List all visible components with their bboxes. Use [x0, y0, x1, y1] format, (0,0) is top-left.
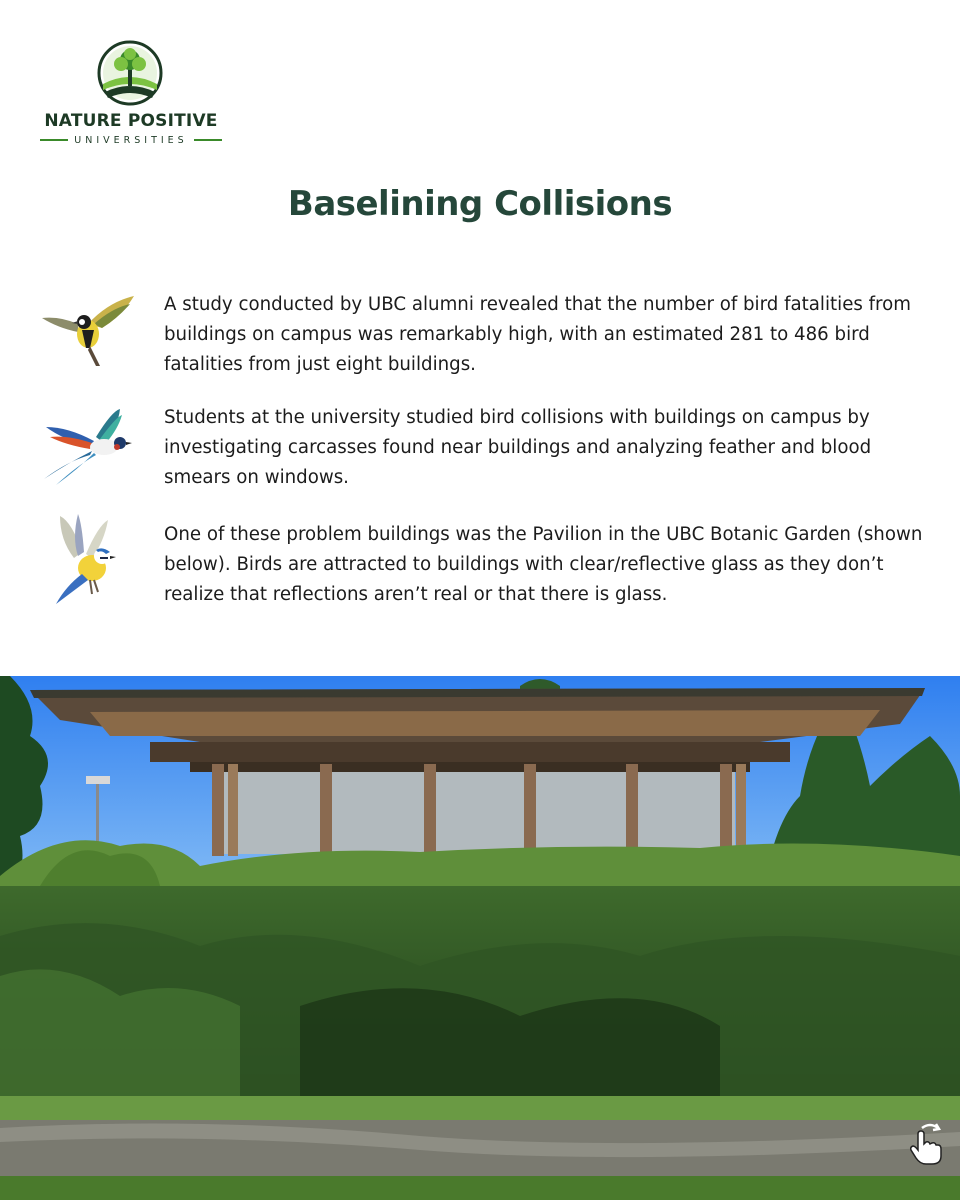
divider: [194, 139, 222, 141]
pavilion-illustration: [0, 676, 960, 1200]
blue-tit-bird-icon: [38, 512, 138, 608]
divider: [40, 139, 68, 141]
pavilion-photo: [0, 676, 960, 1200]
paragraph-text: One of these problem buildings was the Pavilion in the UBC Botanic Garden (shown below). Birds are attracted to buildings with clear/reflective glass as they don’t realize that reflections aren’t real or that there is glass.: [164, 524, 923, 605]
paragraph-text: A study conducted by UBC alumni revealed that the number of bird fatalities from buildings on campus was remarkably high, with an estimated 281 to 486 bird fatalities from just eight buildings.: [164, 294, 911, 375]
swallow-bird-icon: [38, 407, 138, 487]
page-title: Baselining Collisions: [287, 184, 673, 224]
paragraph-text: Students at the university studied bird collisions with buildings on campus by investigating carcasses found near buildings and analyzing feather and blood smears on windows.: [164, 407, 872, 488]
tree-in-circle-icon: [97, 40, 163, 106]
brand-subtitle-row: [40, 133, 222, 147]
brand-subtitle: UNIVERSITIES: [74, 134, 188, 146]
swipe-hand-icon[interactable]: [906, 1122, 946, 1166]
brand-logo: [36, 40, 226, 150]
great-tit-bird-icon: [38, 294, 138, 374]
brand-name: NATURE POSITIVE: [44, 111, 218, 131]
